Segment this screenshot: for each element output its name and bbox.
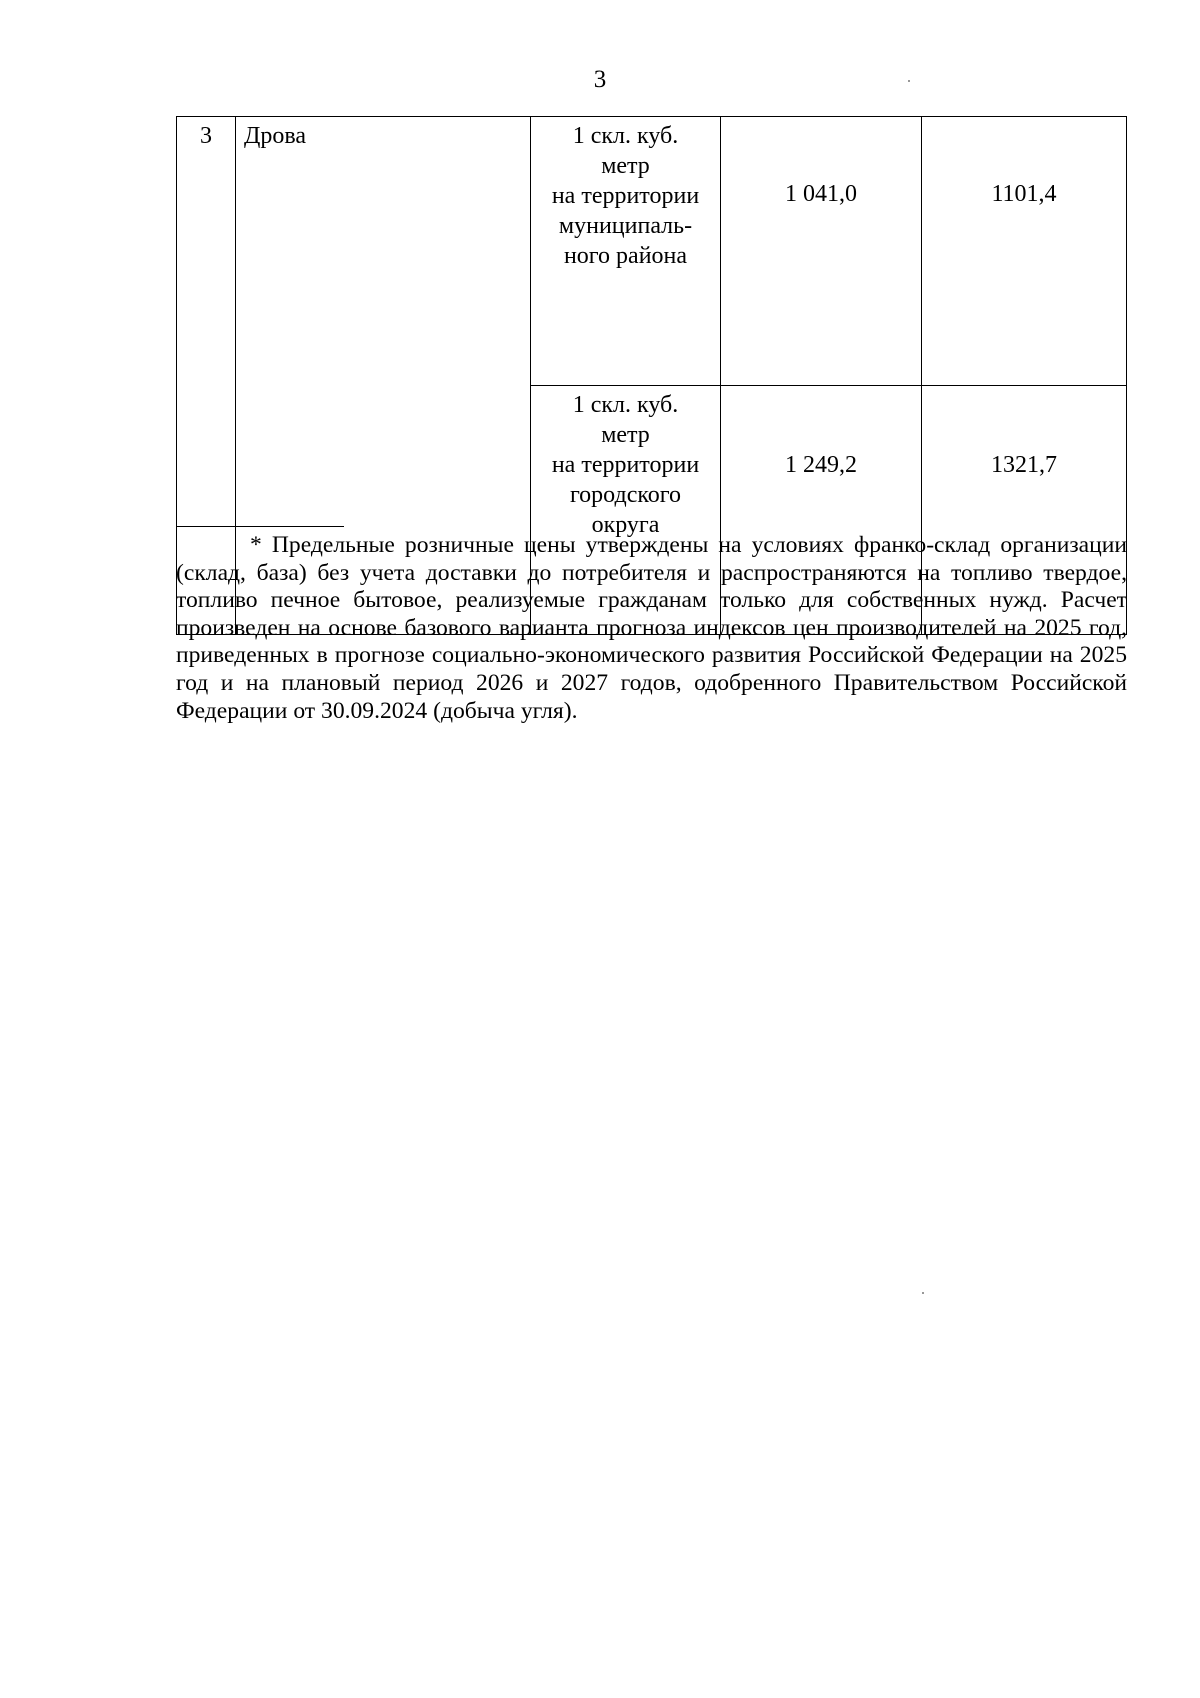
unit-line: ного района (563, 243, 688, 269)
unit-line: метр (601, 422, 650, 448)
price-cell-2: 1101,4 (922, 117, 1127, 386)
unit-line: на территории (551, 183, 700, 209)
footnote-divider (176, 526, 344, 527)
row-number-cell: 3 (177, 117, 236, 635)
unit-line: 1 скл. куб. (572, 392, 679, 418)
unit-line: метр (601, 153, 650, 179)
price-cell-1: 1 249,2 (721, 386, 922, 635)
price-cell-1: 1 041,0 (721, 117, 922, 386)
unit-cell (531, 117, 721, 386)
unit-line: на территории (551, 452, 700, 478)
price-cell-2: 1321,7 (922, 386, 1127, 635)
unit-line: городского (569, 482, 682, 508)
page-number: 3 (593, 66, 607, 93)
fuel-name-cell: Дрова (236, 117, 531, 635)
scan-speck (922, 1292, 924, 1294)
unit-line: округа (591, 512, 660, 538)
table-row (177, 117, 1127, 386)
footnote-text: * Предельные розничные цены утверждены на условиях франко-склад организации (склад, база) без учета доставки до потребителя и распространяются на топливо твердое, топливо печное бытовое, реализуемые гражданам только для собственных нужд. Расчет произведен на основе базового варианта прогноза индексов цен производителей на 2025 год, приведенных в прогнозе социально-экономического развития Российской Федерации на 2025 год и на плановый период 2026 и 2027 годов, одобренного Правительством Российской Федерации от 30.09.2024 (добыча угля). (176, 532, 1127, 724)
unit-line: муниципаль- (558, 213, 693, 239)
scan-speck (908, 80, 910, 82)
unit-line: 1 скл. куб. (572, 123, 679, 149)
